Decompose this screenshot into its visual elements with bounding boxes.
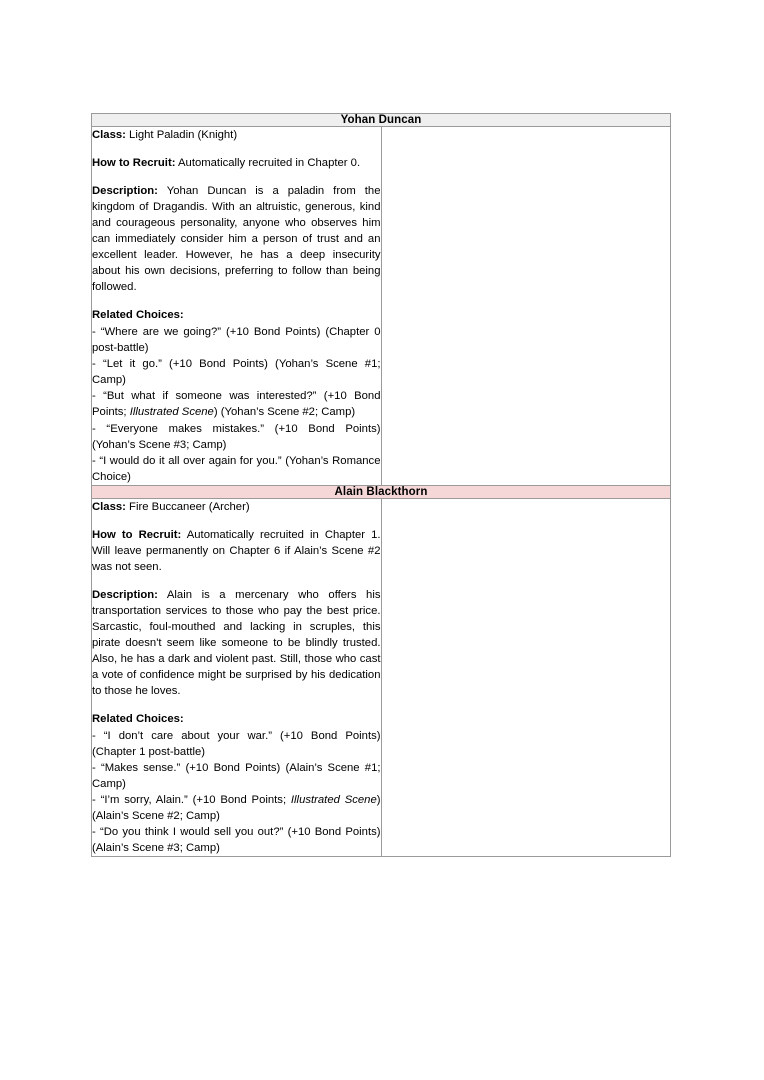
choice-line bbox=[92, 792, 381, 824]
choice-line bbox=[92, 728, 381, 760]
character-name-yohan: Yohan Duncan bbox=[92, 114, 671, 127]
choice-line bbox=[92, 824, 381, 856]
choice-text: - “Makes sense.” (+10 Bond Points) (Alain’s Scene #1; Camp) bbox=[92, 762, 381, 791]
choice-tail: ) (Alain’s Scene #2; Camp) bbox=[92, 794, 381, 823]
choice-line bbox=[92, 356, 381, 388]
recruit-value: Automatically recruited in Chapter 1. Will leave permanently on Chapter 6 if Alain’s Scene #2 was not seen. bbox=[92, 528, 381, 573]
class-value: Light Paladin (Knight) bbox=[125, 129, 238, 141]
character-name-row bbox=[92, 485, 671, 498]
choice-line bbox=[92, 453, 381, 485]
choice-line bbox=[92, 760, 381, 792]
choice-text: - “But what if someone was interested?” (+10 Bond Points; bbox=[92, 390, 381, 419]
choice-text: - “Where are we going?” (+10 Bond Points) (Chapter 0 post-battle) bbox=[92, 326, 381, 355]
choice-line bbox=[92, 421, 381, 453]
recruit-label: How to Recruit: bbox=[92, 528, 182, 541]
class-value: Fire Buccaneer (Archer) bbox=[125, 500, 250, 513]
recruit-paragraph bbox=[92, 155, 381, 171]
choice-italic: Illustrated Scene bbox=[129, 406, 214, 419]
description-paragraph bbox=[92, 587, 381, 699]
character-table-yohan bbox=[91, 113, 671, 486]
character-details-yohan bbox=[92, 127, 382, 486]
choice-text: - “Let it go.” (+10 Bond Points) (Yohan’s Scene #1; Camp) bbox=[92, 358, 381, 387]
character-content-row bbox=[92, 127, 671, 486]
character-table-alain bbox=[91, 485, 671, 858]
choice-text: - “Do you think I would sell you out?” (+10 Bond Points) (Alain’s Scene #3; Camp) bbox=[92, 826, 381, 855]
choice-text: - “I would do it all over again for you.” (Yohan’s Romance Choice) bbox=[92, 454, 381, 483]
character-content-row bbox=[92, 498, 671, 857]
choices-label: Related Choices: bbox=[92, 309, 184, 322]
recruit-value: Automatically recruited in Chapter 0. bbox=[175, 157, 361, 170]
class-label: Class: bbox=[92, 129, 126, 141]
choice-text: - “I’m sorry, Alain.” (+10 Bond Points; bbox=[92, 794, 291, 807]
portrait-cell-yohan bbox=[381, 127, 671, 486]
choice-line bbox=[92, 324, 381, 356]
document-page bbox=[91, 113, 671, 857]
portrait-cell-alain bbox=[381, 498, 671, 857]
description-value: Yohan Duncan is a paladin from the kingdom of Dragandis. With an altruistic, generous, kind and courageous personality, anyone who observes him can immediately consider him a person of trust and an excellent leader. However, he has a deep insecurity about his own decisions, preferring to follow than being followed. bbox=[92, 185, 381, 294]
recruit-paragraph bbox=[92, 527, 381, 575]
description-label: Description: bbox=[92, 588, 158, 601]
description-label: Description: bbox=[92, 185, 158, 198]
choice-italic: Illustrated Scene bbox=[290, 794, 377, 807]
description-paragraph bbox=[92, 183, 381, 295]
class-label: Class: bbox=[92, 500, 126, 513]
description-value: Alain is a mercenary who offers his transportation services to those who pay the best price. Sarcastic, foul-mouthed and lacking in scruples, this pirate doesn't seem like someone to be blindly trusted. Also, he has a dark and violent past. Still, those who cast a vote of confidence might be surprised by his dedication to those he loves. bbox=[92, 588, 381, 697]
choice-text: - “Everyone makes mistakes.” (+10 Bond Points) (Yohan’s Scene #3; Camp) bbox=[92, 422, 381, 451]
character-name-row bbox=[92, 114, 671, 127]
choices-label: Related Choices: bbox=[92, 712, 184, 725]
choice-tail: ) (Yohan’s Scene #2; Camp) bbox=[213, 406, 356, 419]
recruit-label: How to Recruit: bbox=[92, 157, 176, 170]
class-paragraph bbox=[92, 127, 381, 143]
choice-text: - “I don’t care about your war.” (+10 Bond Points) (Chapter 1 post-battle) bbox=[92, 730, 381, 759]
character-name-alain: Alain Blackthorn bbox=[92, 485, 671, 498]
class-paragraph bbox=[92, 499, 381, 515]
choice-line bbox=[92, 388, 381, 420]
character-details-alain bbox=[92, 498, 382, 857]
